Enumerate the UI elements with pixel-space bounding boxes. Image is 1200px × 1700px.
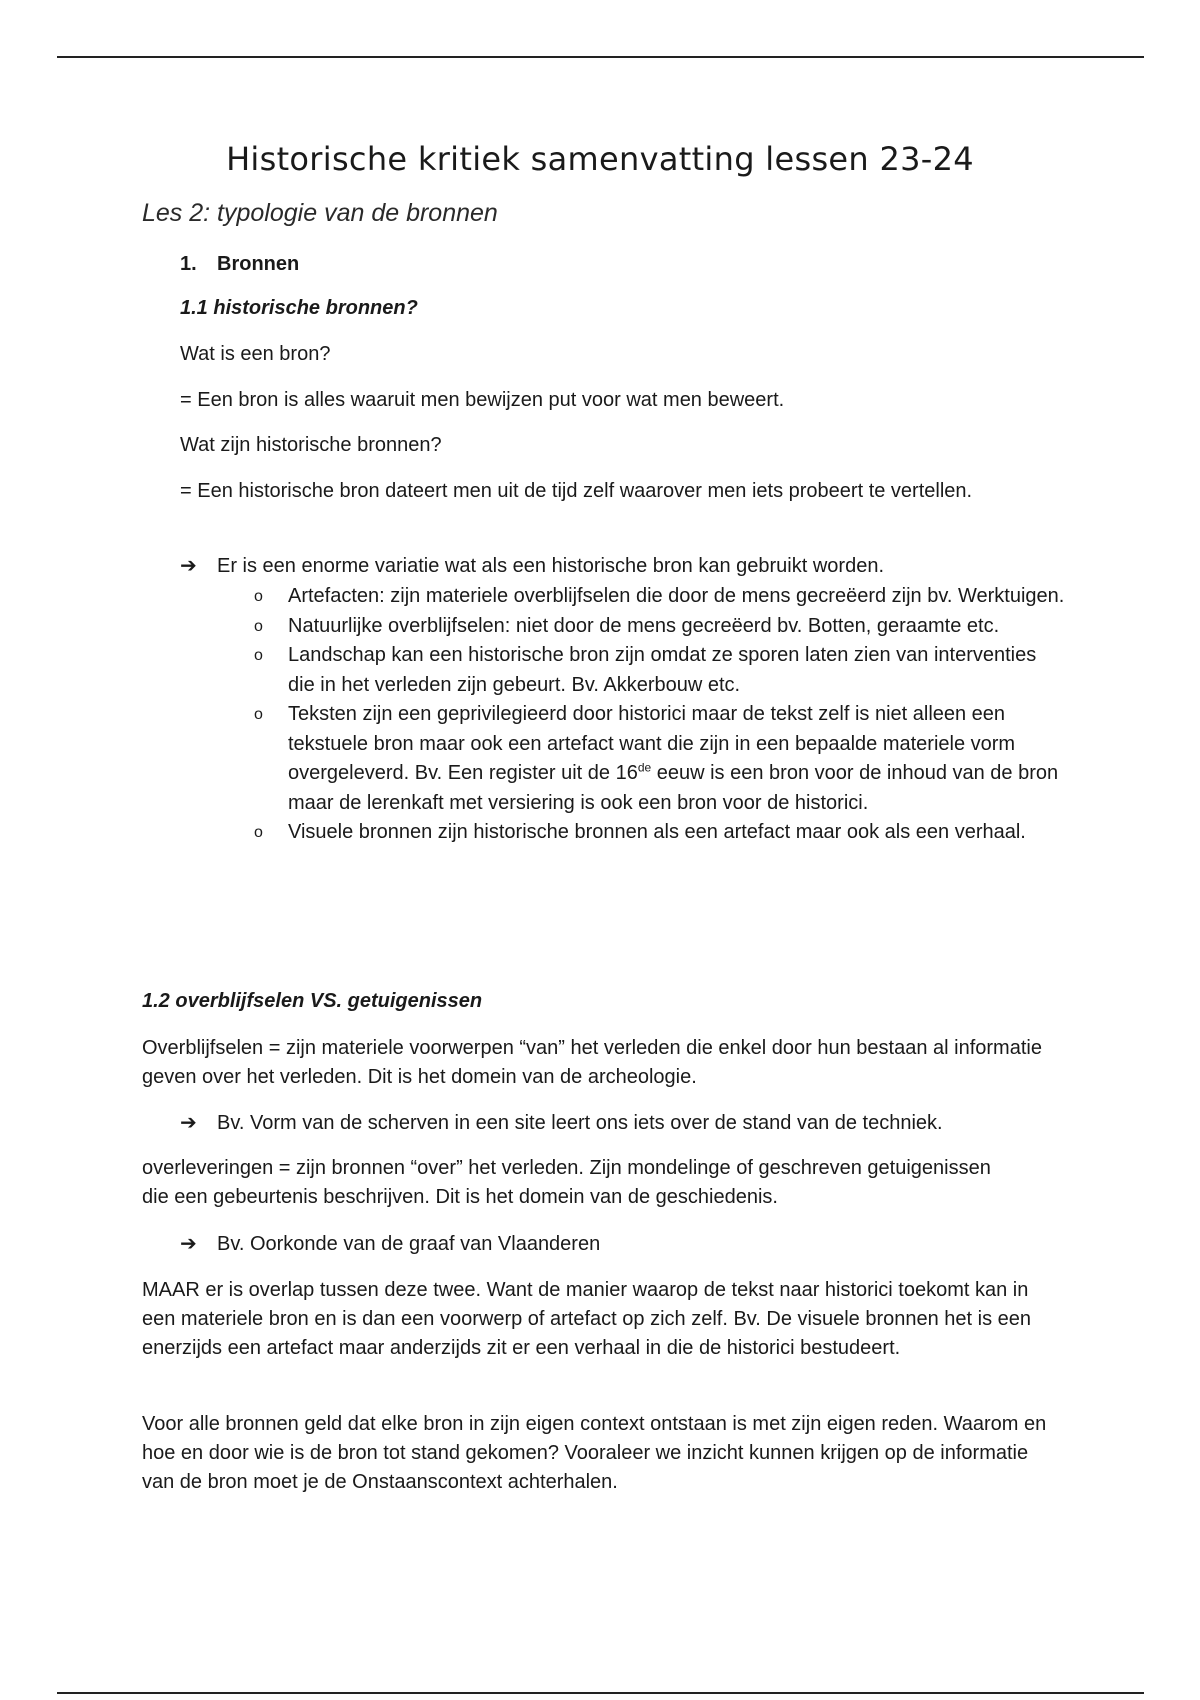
subheading-overblijfselen-vs-getuigenissen: 1.2 overblijfselen VS. getuigenissen [142,990,483,1012]
section-label: Bronnen [217,253,300,275]
footer-rule [57,1692,1144,1694]
arrow-item-oorkonde [180,1230,1057,1259]
paragraph-overblijfselen: Overblijfselen = zijn materiele voorwerpen “van” het verleden die enkel door hun bestaan al informatie geven over het verleden. Dit is het domein van de archeologie. [142,1037,1042,1088]
section-heading-bronnen [180,250,299,279]
bullet-circle-icon: o [254,617,263,635]
question-wat-is-een-bron: Wat is een bron? [180,343,331,365]
paragraph-overlap: MAAR er is overlap tussen deze twee. Want de manier waarop de tekst naar historici toekomt kan in een materiele bron en is dan een voorwerp of artefact op zich zelf. Bv. De visuele bronnen het is een enerzijds een artefact maar anderzijds zit er een verhaal in die de historici bestudeert. [142,1279,1032,1359]
arrow-text: Er is een enorme variatie wat als een historische bron kan gebruikt worden. [217,555,885,577]
bullet-circle-icon: o [254,588,263,605]
arrow-icon: ➔ [180,1112,197,1134]
superscript: de [637,760,652,775]
list-item: o Teksten zijn een geprivilegieerd door historici maar de tekst zelf is niet alleen een tekstuele bron maar ook een artefact want die zijn in een bepaalde materiele vorm overgeleverd. Bv. Een register uit de 16de eeuw is een bron voor de inhoud van de bron maar de lerenkaft met versiering is ook een bron voor de historici. [288,700,1068,818]
list-item: o Visuele bronnen zijn historische bronnen als een artefact maar ook als een verhaal. [288,818,1068,848]
arrow-item-scherven [180,1109,1057,1138]
header-rule [57,56,1144,58]
arrow-item-variatie [180,552,1017,581]
arrow-text: Bv. Oorkonde van de graaf van Vlaanderen [217,1233,601,1255]
list-item: o Artefacten: zijn materiele overblijfselen die door de mens gecreëerd zijn bv. Werktuigen. [288,582,1068,612]
source-types-list [254,582,1068,848]
arrow-text: Bv. Vorm van de scherven in een site leert ons iets over de stand van de techniek. [217,1112,943,1134]
bullet-circle-icon: o [254,647,263,664]
subheading-historische-bronnen: 1.1 historische bronnen? [180,297,418,319]
list-item: o Natuurlijke overblijfselen: niet door de mens gecreëerd bv. Botten, geraamte etc. [288,612,1068,642]
arrow-icon: ➔ [180,555,197,577]
question-historische-bronnen: Wat zijn historische bronnen? [180,434,442,456]
answer-historische-bronnen: = Een historische bron dateert men uit de tijd zelf waarover men iets probeert te vertellen. [180,480,973,502]
answer-wat-is-een-bron: = Een bron is alles waaruit men bewijzen put voor wat men beweert. [180,389,785,411]
bullet-circle-icon: o [254,824,263,841]
section-number: 1. [180,253,197,275]
paragraph-context: Voor alle bronnen geld dat elke bron in zijn eigen context ontstaan is met zijn eigen reden. Waarom en hoe en door wie is de bron tot stand gekomen? Vooraleer we inzicht kunnen krijgen op de informatie van de bron moet je de Onstaanscontext achterhalen. [142,1413,1047,1493]
bullet-circle-icon: o [254,706,263,723]
arrow-icon: ➔ [180,1233,197,1255]
document-title: Historische kritiek samenvatting lessen 23-24 [226,140,974,178]
lesson-heading: Les 2: typologie van de bronnen [142,199,498,227]
paragraph-overleveringen: overleveringen = zijn bronnen “over” het verleden. Zijn mondelinge of geschreven getuigenissen die een gebeurtenis beschrijven. Dit is het domein van de geschiedenis. [142,1157,991,1208]
list-item: o Landschap kan een historische bron zijn omdat ze sporen laten zien van interventies die in het verleden zijn gebeurt. Bv. Akkerbouw etc. [288,641,1068,700]
